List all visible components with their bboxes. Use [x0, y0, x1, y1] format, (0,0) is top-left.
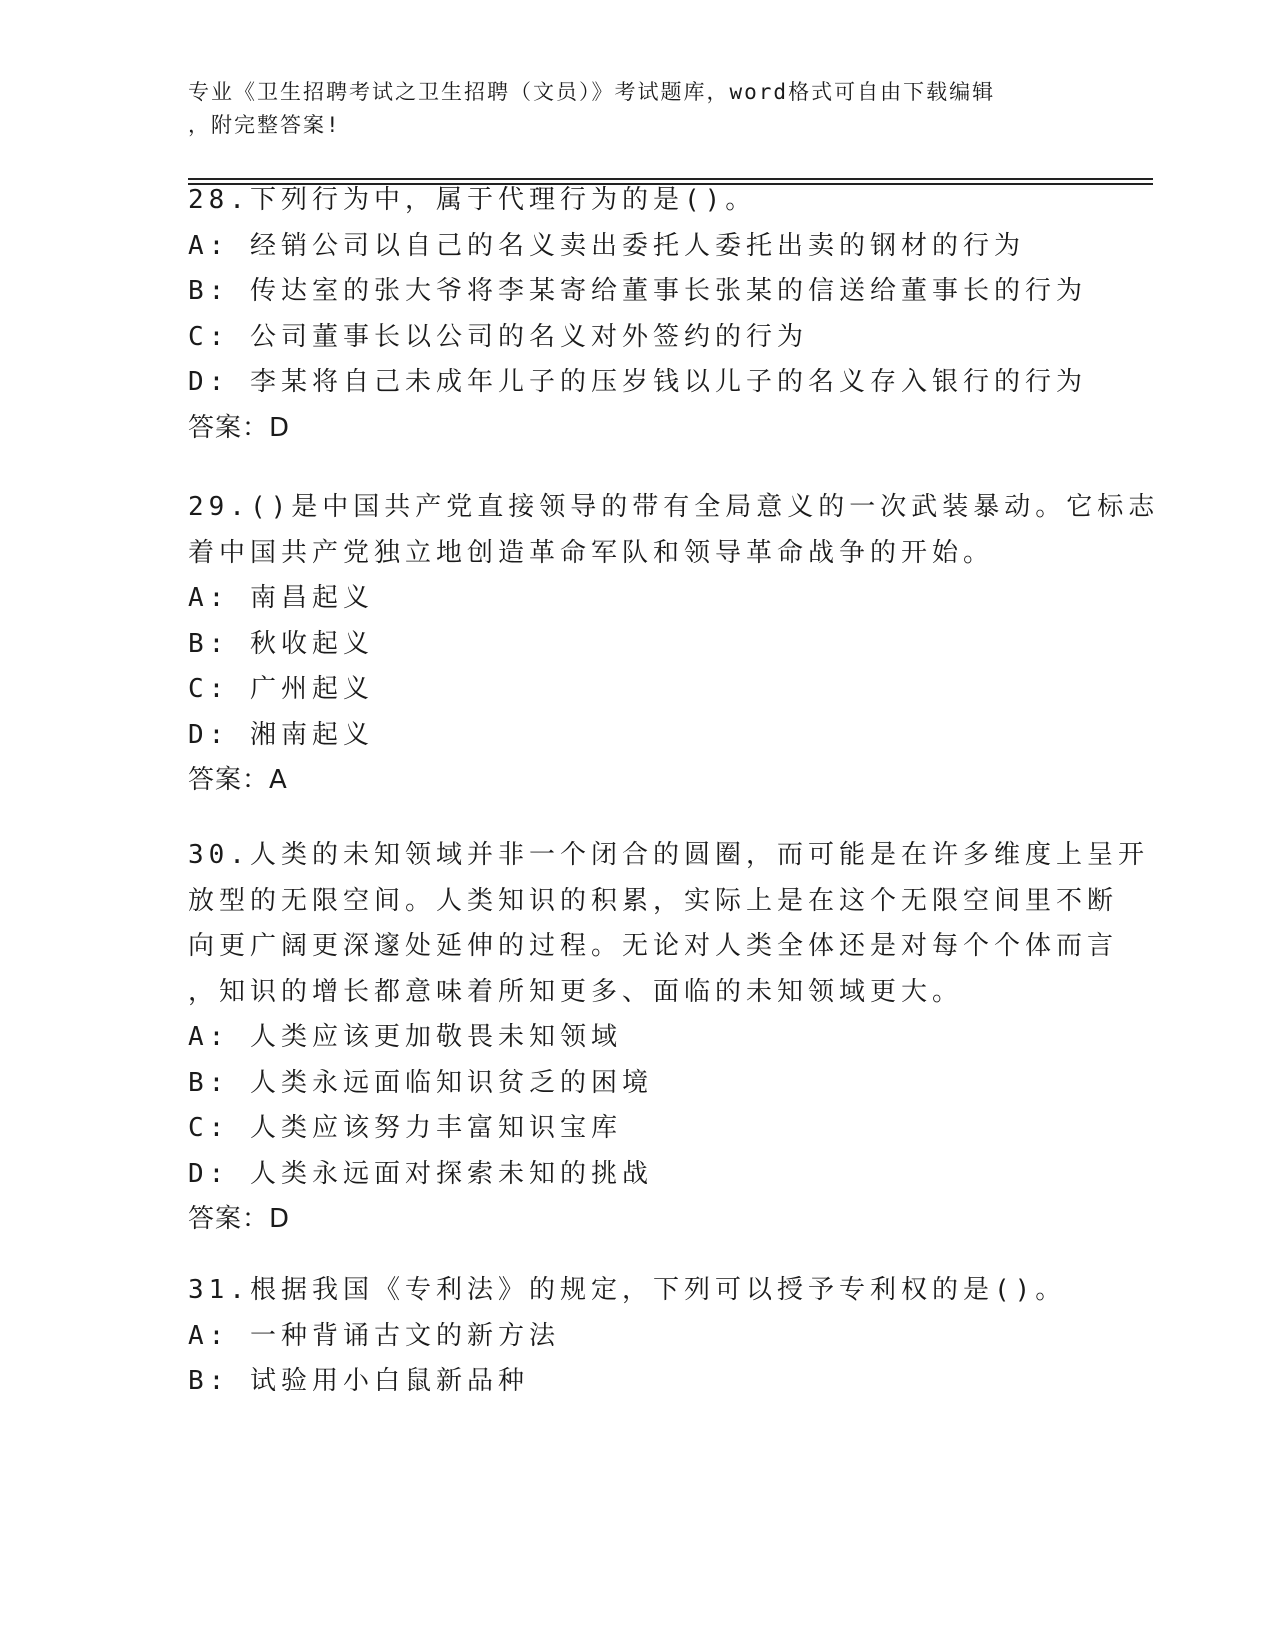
option-a: A: 一种背诵古文的新方法: [188, 1320, 560, 1351]
question-stem: 着中国共产党独立地创造革命军队和领导革命战争的开始。: [188, 537, 995, 568]
question-29: [188, 485, 1160, 804]
question-stem: 28.下列行为中，属于代理行为的是()。: [188, 185, 757, 215]
question-stem: 向更广阔更深邃处延伸的过程。无论对人类全体还是对每个个体而言: [188, 931, 1119, 961]
answer-text: 答案：D: [188, 1204, 291, 1234]
option-d: D: 李某将自己未成年儿子的压岁钱以儿子的名义存入银行的行为: [188, 367, 1087, 397]
answer-text: 答案：A: [188, 765, 288, 795]
option-b: B: 人类永远面临知识贫乏的困境: [188, 1067, 653, 1098]
answer-text: 答案：D: [188, 412, 291, 443]
option-b: B: 试验用小白鼠新品种: [188, 1366, 529, 1396]
question-stem: 29.()是中国共产党直接领导的带有全局意义的一次武装暴动。它标志: [188, 492, 1160, 522]
option-a: A: 经销公司以自己的名义卖出委托人委托出卖的钢材的行为: [188, 230, 1025, 261]
question-stem: 31.根据我国《专利法》的规定，下列可以授予专利权的是()。: [188, 1275, 1067, 1305]
question-stem: 30.人类的未知领域并非一个闭合的圆圈，而可能是在许多维度上呈开: [188, 840, 1149, 870]
option-b: B: 秋收起义: [188, 628, 374, 659]
option-a: A: 南昌起义: [188, 583, 374, 613]
question-stem: ，知识的增长都意味着所知更多、面临的未知领域更大。: [188, 976, 964, 1007]
option-b: B: 传达室的张大爷将李某寄给董事长张某的信送给董事长的行为: [188, 276, 1087, 306]
option-d: D: 人类永远面对探索未知的挑战: [188, 1158, 653, 1189]
document-header: [188, 76, 1068, 142]
question-stem: 放型的无限空间。人类知识的积累，实际上是在这个无限空间里不断: [188, 885, 1119, 916]
question-30: [188, 833, 1149, 1243]
header-line-1: 专业《卫生招聘考试之卫生招聘（文员）》考试题库，word格式可自由下载编辑: [188, 80, 996, 104]
option-c: C: 人类应该努力丰富知识宝库: [188, 1113, 622, 1143]
question-31: [188, 1268, 1088, 1405]
header-line-2: ，附完整答案!: [188, 113, 341, 137]
option-c: C: 广州起义: [188, 674, 374, 704]
option-a: A: 人类应该更加敬畏未知领域: [188, 1022, 622, 1052]
question-28: [188, 178, 1088, 451]
option-c: C: 公司董事长以公司的名义对外签约的行为: [188, 321, 808, 352]
option-d: D: 湘南起义: [188, 719, 374, 750]
